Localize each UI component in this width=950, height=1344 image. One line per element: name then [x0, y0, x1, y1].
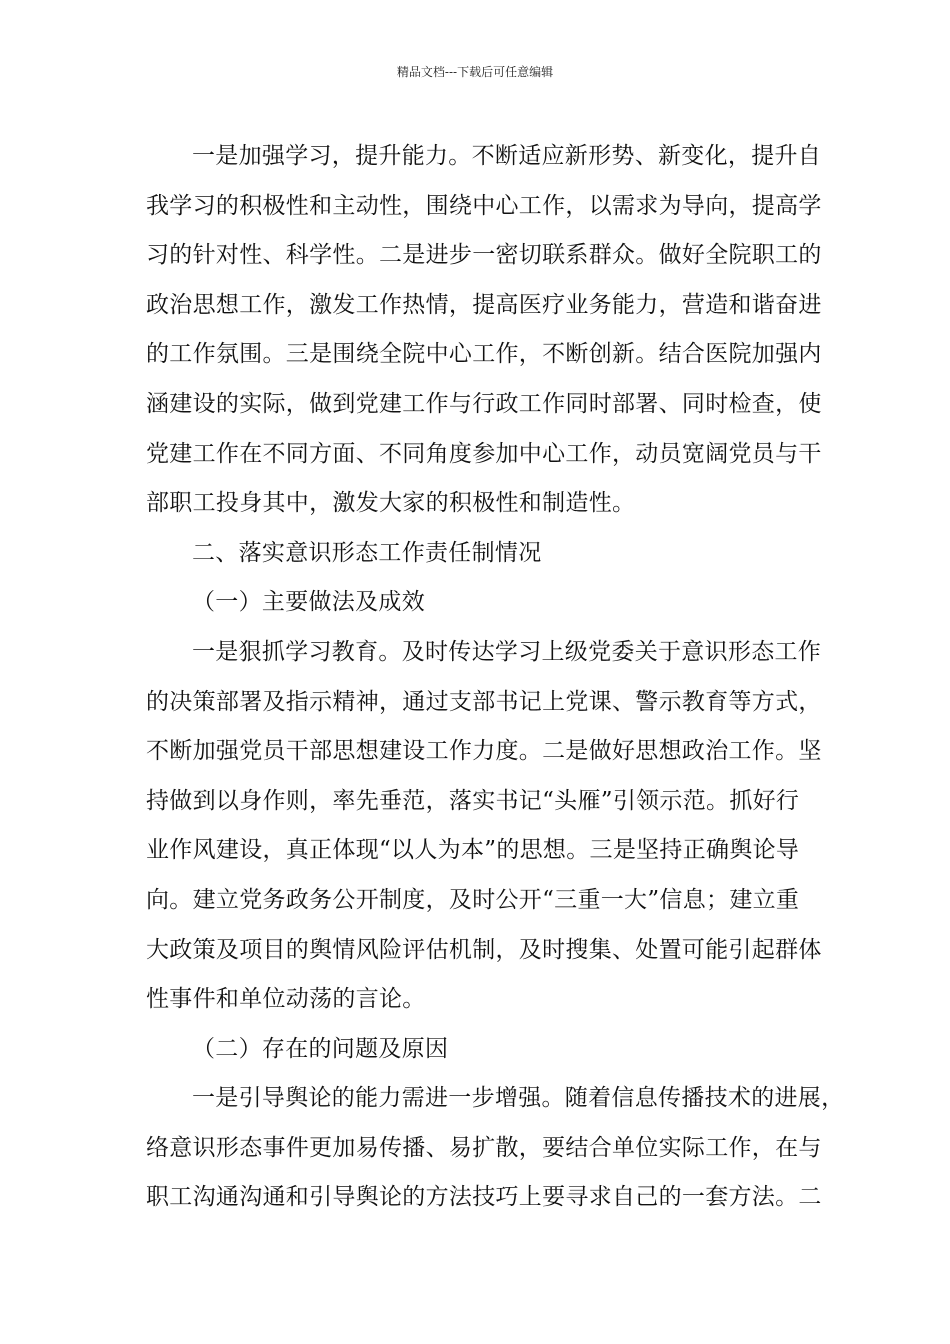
subsection-heading: （二）存在的问题及原因: [192, 1035, 449, 1062]
text-line: 我学习的积极性和主动性，围绕中心工作，以需求为导向，提高学: [146, 192, 822, 219]
text-line: 性事件和单位动荡的言论。: [146, 986, 426, 1013]
text-line: 部职工投身其中，激发大家的积极性和制造性。: [146, 490, 636, 517]
text-line: 一是引导舆论的能力需进一步增强。随着信息传播技术的进展，: [192, 1085, 845, 1112]
text-line: 政治思想工作，激发工作热情，提高医疗业务能力，营造和谐奋进: [146, 291, 822, 318]
text-line: 一是加强学习，提升能力。不断适应新形势、新变化，提升自: [192, 143, 822, 169]
text-line: 向。建立党务政务公开制度，及时公开“三重一大”信息；建立重: [146, 886, 800, 913]
text-line: 习的针对性、科学性。二是进步一密切联系群众。做好全院职工的: [146, 242, 822, 269]
text-line: 党建工作在不同方面、不同角度参加中心工作，动员宽阔党员与干: [146, 440, 822, 467]
text-line: 的工作氛围。三是围绕全院中心工作，不断创新。结合医院加强内: [146, 341, 822, 368]
text-line: 业作风建设，真正体现“以人为本”的思想。三是坚持正确舆论导: [146, 837, 800, 864]
page-header: 精品文档---下载后可任意编辑: [396, 65, 554, 79]
text-line: 大政策及项目的舆情风险评估机制，及时搜集、处置可能引起群体: [146, 936, 822, 963]
text-line: 一是狠抓学习教育。及时传达学习上级党委关于意识形态工作: [192, 638, 822, 665]
text-line: 涵建设的实际，做到党建工作与行政工作同时部署、同时检查，使: [146, 390, 822, 417]
text-line: 不断加强党员干部思想建设工作力度。二是做好思想政治工作。坚: [146, 738, 822, 765]
document-body: [146, 132, 845, 1223]
subsection-heading: （一）主要做法及成效: [192, 589, 425, 616]
section-heading: 二、落实意识形态工作责任制情况: [192, 539, 542, 566]
text-line: 持做到以身作则，率先垂范，落实书记“头雁”引领示范。抓好行: [146, 787, 800, 814]
text-line: 职工沟通沟通和引导舆论的方法技巧上要寻求自己的一套方法。二: [146, 1184, 822, 1211]
text-line: 络意识形态事件更加易传播、易扩散，要结合单位实际工作，在与: [146, 1134, 822, 1161]
text-line: 的决策部署及指示精神，通过支部书记上党课、警示教育等方式，: [146, 688, 822, 715]
